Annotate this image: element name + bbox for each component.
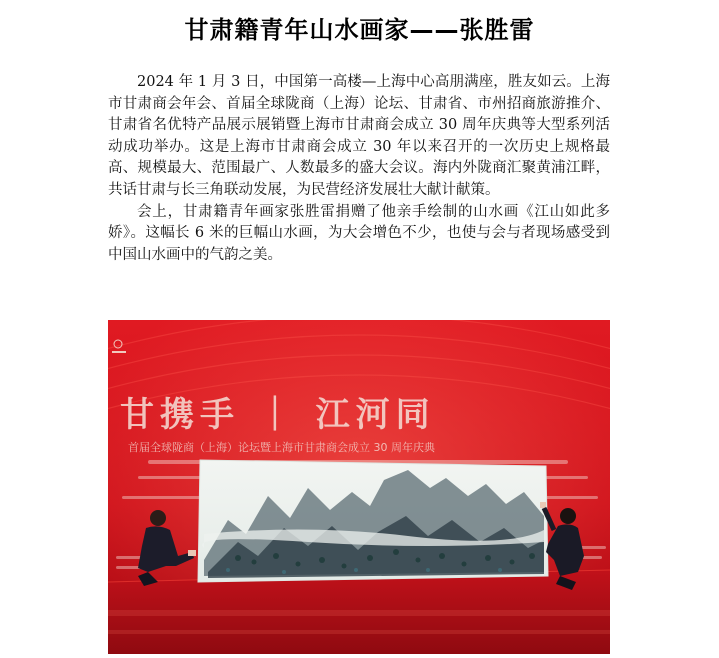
paragraph-1: 2024 年 1 月 3 日，中国第一高楼—上海中心高朋满座，胜友如云。上海市甘肃商会年会、首届全球陇商（上海）论坛、甘肃省、市州招商旅游推介、甘肃省名优特产品展示展销暨上海市甘肃商会成立 30 周年庆典等大型系列活动成功举办。这是上海市甘肃商会成立 30 年以来召开的一次历史上规格最高、规模最大、范围最广、人数最多的盛大会议。海内外陇商汇聚黄浦江畔，共话甘肃与长三角联动发展，为民营经济发展壮大献计献策。 [108,74,610,198]
event-photo [108,320,610,654]
landscape-painting [198,460,548,582]
page-title: 甘肃籍青年山水画家——张胜雷 [184,16,535,44]
banner-sub-text: 首届全球陇商（上海）论坛暨上海市甘肃商会成立 30 周年庆典 [128,441,435,454]
banner-main-text: 甘携手 ｜ 江河同 [120,395,436,435]
article-body [108,72,610,266]
paragraph-2: 会上，甘肃籍青年画家张胜雷捐赠了他亲手绘制的山水画《江山如此多娇》。这幅长 6 米的巨幅山水画，为大会增色不少，也使与会与者现场感受到中国山水画中的气韵之美。 [108,203,610,263]
